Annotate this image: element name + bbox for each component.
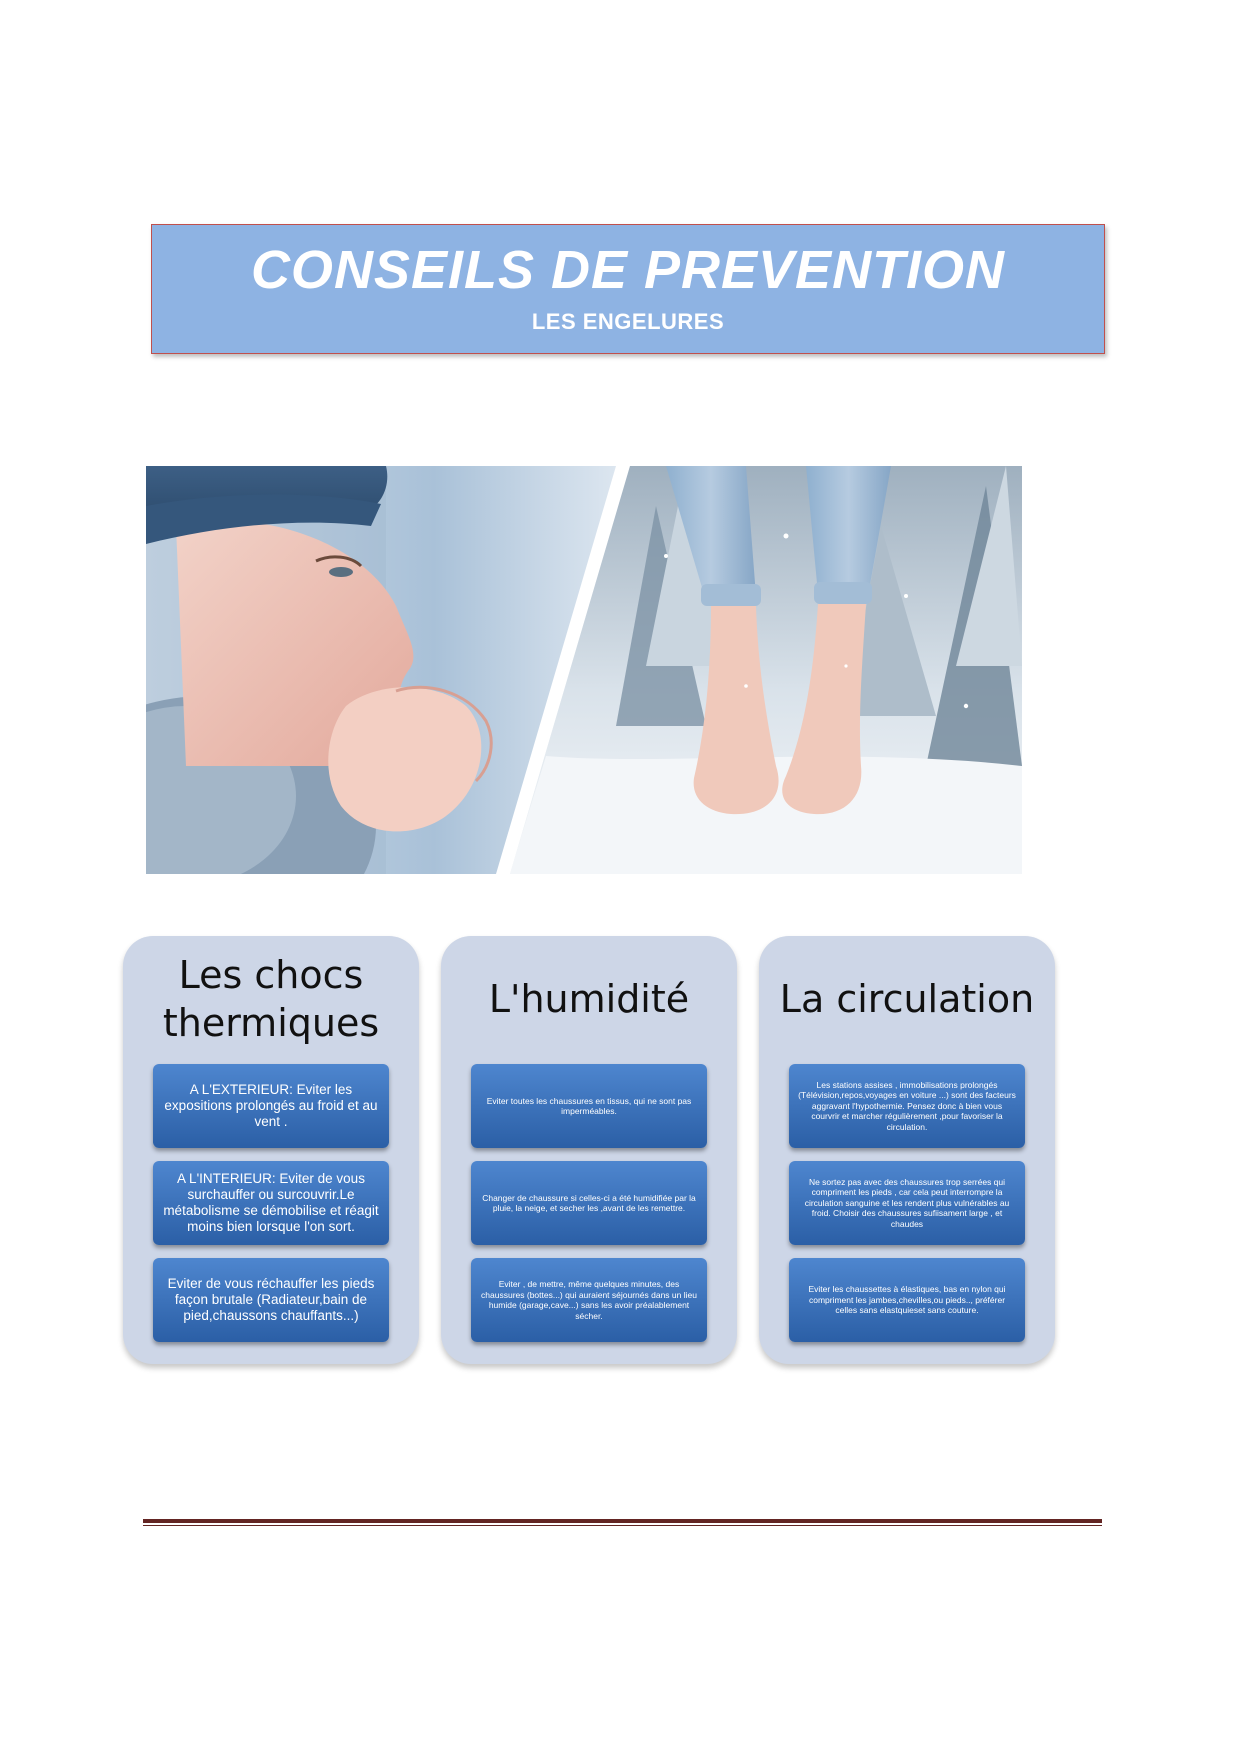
tip-card: Eviter de vous réchauffer les pieds façon brutale (Radiateur,bain de pied,chaussons chauffants...) [153, 1258, 389, 1342]
tip-card: A L'INTERIEUR: Eviter de vous surchauffer ou surcouvrir.Le métabolisme se démobilise et réagit moins bien lorsque l'on sort. [153, 1161, 389, 1245]
column-chocs-thermiques [123, 936, 419, 1364]
tip-card: Eviter toutes les chaussures en tissus, qui ne sont pas imperméables. [471, 1064, 707, 1148]
column-title: Les chocs thermiques [162, 953, 380, 1045]
column-title: La circulation [779, 977, 1035, 1021]
page-title: CONSEILS DE PREVENTION [250, 240, 1006, 300]
tip-card: Eviter les chaussettes à élastiques, bas en nylon qui compriment les jambes,chevilles,ou pieds.., préférer celles sans elastquieset sans couture. [789, 1258, 1025, 1342]
tip-card: Ne sortez pas avec des chaussures trop serrées qui compriment les pieds , car cela peut interrompre la circulation sanguine et les rendent plus vulnérables au froid. Choisir des chaussures sufiisament large , et chaudes [789, 1161, 1025, 1245]
footer-divider [143, 1519, 1102, 1526]
column-humidite [441, 936, 737, 1364]
tip-card: Eviter , de mettre, même quelques minutes, des chaussures (bottes...) qui auraient séjournés dans un lieu humide (garage,cave...) sans les avoir préalablement sécher. [471, 1258, 707, 1342]
cold-photo [146, 466, 1022, 874]
column-title: L'humidité [488, 977, 690, 1021]
header-banner [151, 224, 1105, 354]
winter-photo-illustration [146, 466, 1022, 874]
tip-card: Les stations assises , immobilisations prolongés (Télévision,repos,voyages en voiture ...) sont des facteurs aggravant l'hypothermie. Pensez donc à bien vous courvrir et marcher régulièrement ,pour favoriser la circulation. [789, 1064, 1025, 1148]
tip-card: Changer de chaussure si celles-ci a été humidifiée par la pluie, la neige, et secher les ,avant de les remettre. [471, 1161, 707, 1245]
column-circulation [759, 936, 1055, 1364]
tip-card: A L'EXTERIEUR: Eviter les expositions prolongés au froid et au vent . [153, 1064, 389, 1148]
page-subtitle: LES ENGELURES [531, 309, 725, 334]
